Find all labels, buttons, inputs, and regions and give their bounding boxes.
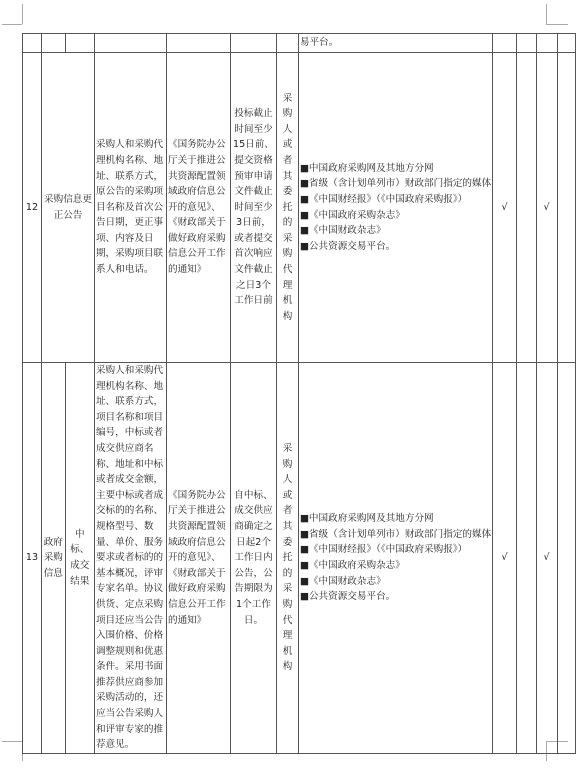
- content-cell: 采购人和采购代理机构名称、地址、联系方式，项目名称和项目编号，中标或者成交供应商名称、地址和中标或者成交金额，主要中标或者成交标的的名称、规格型号、数量、单价、服务要求或者标的的基本概况，评审专家名单。协议供货、定点采购项目还应当公告入围价格、价格调整规则和优惠条件。采用书面推荐供应商参加采购活动的，还应当公告采购人和评审专家的推荐意见。: [94, 363, 166, 754]
- content-cell: 采购人和采购代理机构名称、地址、联系方式，原公告的采购项目名称及首次公告日期，更正事项、内容及日期，采购项目联系人和电话。: [94, 53, 166, 363]
- subject-cell: 采购人或者其委托的采购代理机构: [277, 363, 299, 754]
- check-mark: √: [543, 201, 550, 213]
- check-cell: [557, 363, 575, 754]
- cell-empty: [557, 34, 575, 53]
- time-cell: 自中标、成交供应商确定之日起2个工作日内公告，公告期限为1个工作日。: [230, 363, 277, 754]
- platform-item: ■省级（含计划单列市）财政部门指定的媒体: [299, 178, 492, 190]
- cell-empty: [493, 34, 517, 53]
- table-row-13: [23, 363, 576, 754]
- check-cell: [493, 53, 517, 363]
- basis-cell: 《国务院办公厅关于推进公共资源配置领域政府信息公开的意见》、《财政部关于做好政府采购信息公开工作的通知》: [167, 363, 231, 754]
- crop-mark-top-left-h: [2, 24, 22, 25]
- check-mark: √: [543, 552, 550, 564]
- cell-empty: [277, 34, 299, 53]
- platform-item: ■中国政府采购网及其地方分网: [299, 162, 434, 174]
- cell-empty: [230, 34, 277, 53]
- table-row-12: [23, 53, 576, 363]
- cell-empty: [94, 34, 166, 53]
- check-cell: [536, 363, 557, 754]
- cell-empty: [42, 34, 66, 53]
- platform-item: ■公共资源交易平台。: [299, 240, 396, 252]
- platform-item: ■《中国政府采购杂志》: [299, 559, 405, 571]
- platform-item: ■省级（含计划单列市）财政部门指定的媒体: [299, 528, 492, 540]
- check-mark: √: [501, 201, 508, 213]
- platform-tail-text: 易平台。: [299, 37, 339, 49]
- cell-empty: [167, 34, 231, 53]
- cell-platform-tail: [298, 34, 492, 53]
- platform-item: ■公共资源交易平台。: [299, 591, 396, 603]
- crop-mark-top-right-h: [546, 24, 568, 25]
- platform-item: ■《中国政府采购杂志》: [299, 209, 405, 221]
- basis-cell: 《国务院办公厅关于推进公共资源配置领域政府信息公开的意见》、《财政部关于做好政府采购信息公开工作的通知》: [167, 53, 231, 363]
- cell-empty: [23, 34, 42, 53]
- crop-mark-bottom-left-h: [2, 741, 22, 742]
- platform-item: ■《中国财政杂志》: [299, 225, 386, 237]
- cell-empty: [536, 34, 557, 53]
- check-cell: [516, 363, 536, 754]
- time-cell: 投标截止时间至少15日前、提交资格预审申请文件截止时间至少3日前，或者提交首次响应文件截止之日3个工作日前: [230, 53, 277, 363]
- row-number: 13: [23, 363, 42, 754]
- cell-empty: [65, 34, 94, 53]
- item-name: 采购信息更正公告: [42, 53, 95, 363]
- platform-item: ■《中国财政杂志》: [299, 575, 386, 587]
- sub-item-name: 中标、成交结果: [65, 363, 94, 754]
- platform-item: ■《中国财经报》（《中国政府采购报》）: [299, 544, 468, 556]
- subject-cell: 采购人或者其委托的采购代理机构: [277, 53, 299, 363]
- check-cell: [536, 53, 557, 363]
- disclosure-table: [22, 33, 576, 754]
- row-number: 12: [23, 53, 42, 363]
- check-mark: √: [501, 552, 508, 564]
- platform-item: ■《中国财经报》（《中国政府采购报》）: [299, 193, 468, 205]
- check-cell: [557, 53, 575, 363]
- cell-empty: [516, 34, 536, 53]
- table-row-continuation: [23, 34, 576, 53]
- platform-item: ■中国政府采购网及其地方分网: [299, 513, 434, 525]
- crop-mark-top-left-v: [22, 4, 23, 24]
- platform-cell: [298, 363, 492, 754]
- platform-cell: [298, 53, 492, 363]
- check-cell: [493, 363, 517, 754]
- crop-mark-top-right-v: [546, 4, 547, 24]
- check-cell: [516, 53, 536, 363]
- item-name: 政府采购信息: [42, 363, 66, 754]
